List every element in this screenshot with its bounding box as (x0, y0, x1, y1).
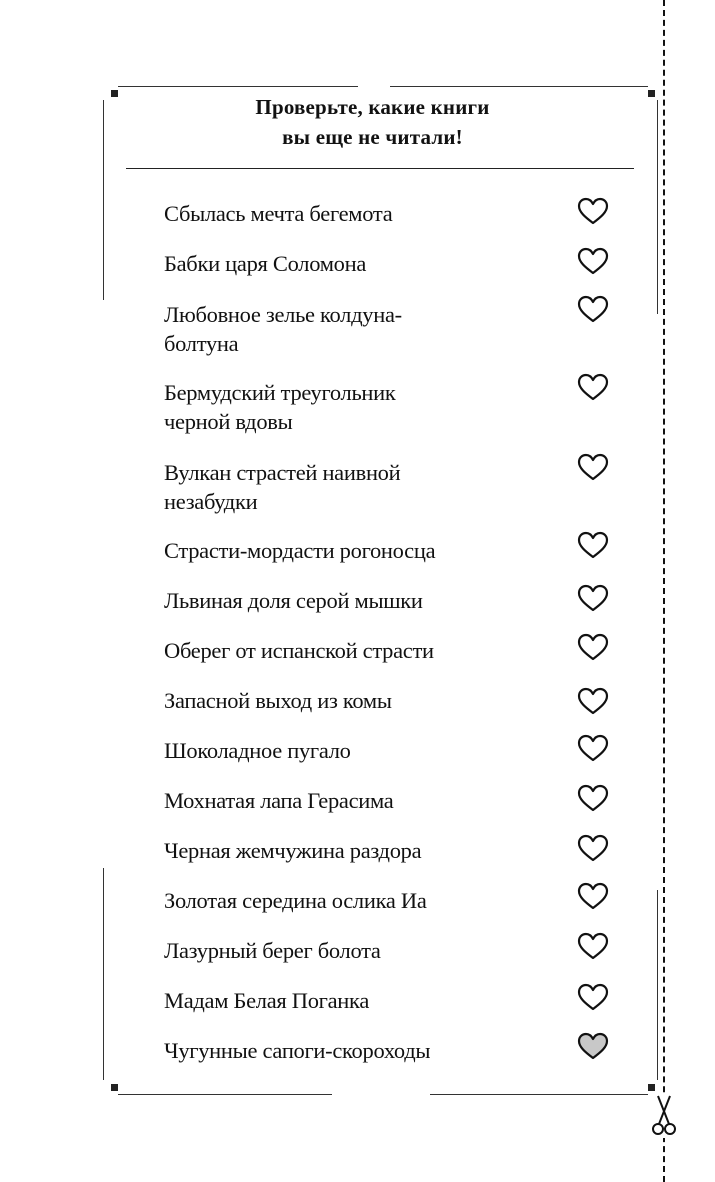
book-title (164, 458, 544, 516)
heart-icon[interactable] (576, 1031, 610, 1061)
book-title-line-1: Львиная доля серой мышки (164, 588, 423, 613)
corner-bottom-left (111, 1084, 118, 1091)
book-title (164, 1036, 544, 1065)
frame-bottom-left (118, 1094, 332, 1095)
heart-icon[interactable] (576, 833, 610, 863)
book-title (164, 536, 544, 565)
book-title (164, 586, 544, 615)
book-title (164, 836, 544, 865)
frame-left-bottom (103, 868, 104, 1080)
book-title-line-1: Лазурный берег болота (164, 938, 381, 963)
frame-left-top (103, 100, 104, 300)
heart-icon[interactable] (576, 246, 610, 276)
frame-right-top (657, 100, 658, 314)
book-title-line-1: Сбылась мечта бегемота (164, 201, 393, 226)
book-title-line-1: Страсти-мордасти рогоносца (164, 538, 436, 563)
book-title (164, 378, 544, 436)
frame-top-left (118, 86, 358, 87)
heart-icon[interactable] (576, 686, 610, 716)
heart-icon[interactable] (576, 583, 610, 613)
heading-line-1: Проверьте, какие книги (255, 95, 490, 119)
book-title (164, 199, 544, 228)
book-title (164, 886, 544, 915)
heart-icon[interactable] (576, 783, 610, 813)
heart-icon[interactable] (576, 294, 610, 324)
book-title (164, 636, 544, 665)
book-title-line-2: болтуна (164, 331, 239, 356)
book-title (164, 986, 544, 1015)
frame-bottom-right (430, 1094, 648, 1095)
scissors-icon (651, 1094, 677, 1138)
book-title (164, 936, 544, 965)
heading-line-2: вы еще не читали! (282, 125, 463, 149)
frame-right-bottom (657, 890, 658, 1080)
heart-icon[interactable] (576, 372, 610, 402)
corner-top-right (648, 90, 655, 97)
book-title (164, 249, 544, 278)
book-title (164, 686, 544, 715)
heading-divider (126, 168, 634, 169)
corner-bottom-right (648, 1084, 655, 1091)
heart-icon[interactable] (576, 452, 610, 482)
book-title-line-1: Шоколадное пугало (164, 738, 351, 763)
book-title (164, 300, 544, 358)
heart-icon[interactable] (576, 196, 610, 226)
heart-icon[interactable] (576, 982, 610, 1012)
heart-icon[interactable] (576, 931, 610, 961)
book-title-line-1: Черная жемчужина раздора (164, 838, 422, 863)
book-title (164, 786, 544, 815)
book-title-line-1: Оберег от испанской страсти (164, 638, 434, 663)
frame-top-right (390, 86, 648, 87)
book-title (164, 736, 544, 765)
book-title-line-1: Чугунные сапоги-скороходы (164, 1038, 431, 1063)
book-title-line-1: Вулкан страстей наивной (164, 460, 401, 485)
book-title-line-2: черной вдовы (164, 409, 293, 434)
book-title-line-1: Золотая середина ослика Иа (164, 888, 427, 913)
corner-top-left (111, 90, 118, 97)
heart-icon[interactable] (576, 530, 610, 560)
book-title-line-1: Бермудский треугольник (164, 380, 396, 405)
book-title-line-1: Мадам Белая Поганка (164, 988, 370, 1013)
book-title-line-1: Бабки царя Соломона (164, 251, 367, 276)
book-title-line-2: незабудки (164, 489, 258, 514)
book-title-line-1: Любовное зелье колдуна- (164, 302, 402, 327)
heart-icon[interactable] (576, 881, 610, 911)
cut-line (663, 0, 665, 1182)
heart-icon[interactable] (576, 733, 610, 763)
book-title-line-1: Запасной выход из комы (164, 688, 392, 713)
heart-icon[interactable] (576, 632, 610, 662)
book-title-line-1: Мохнатая лапа Герасима (164, 788, 394, 813)
list-heading (200, 92, 545, 152)
